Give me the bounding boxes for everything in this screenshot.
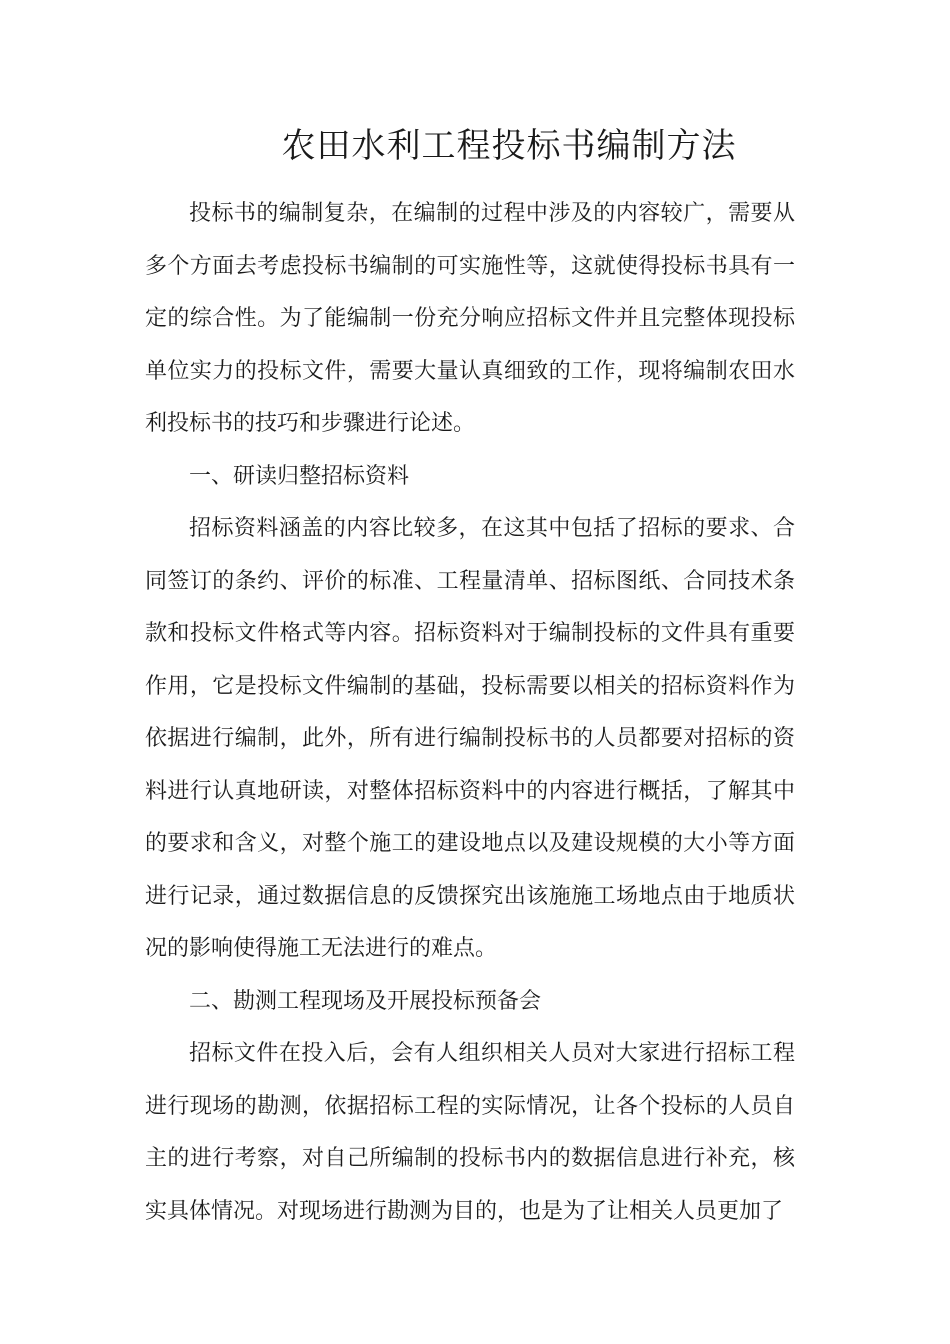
paragraph-intro: 投标书的编制复杂，在编制的过程中涉及的内容较广，需要从多个方面去考虑投标书编制的可实施性等，这就使得投标书具有一定的综合性。为了能编制一份充分响应招标文件并且完整体现投标单位实力的投标文件，需要大量认真细致的工作，现将编制农田水利投标书的技巧和步骤进行论述。 [145, 201, 795, 436]
section-heading-2: 二、勘测工程现场及开展投标预备会 [189, 988, 542, 1014]
document-title: 农田水利工程投标书编制方法 [281, 126, 737, 166]
document-body [145, 188, 795, 1238]
paragraph-section-1: 招标资料涵盖的内容比较多，在这其中包括了招标的要求、合同签订的条约、评价的标准、工程量清单、招标图纸、合同技术条款和投标文件格式等内容。招标资料对于编制投标的文件具有重要作用，它是投标文件编制的基础，投标需要以相关的招标资料作为依据进行编制，此外，所有进行编制投标书的人员都要对招标的资料进行认真地研读，对整体招标资料中的内容进行概括，了解其中的要求和含义，对整个施工的建设地点以及建设规模的大小等方面进行记录，通过数据信息的反馈探究出该施施工场地点由于地质状况的影响使得施工无法进行的难点。 [145, 516, 795, 961]
paragraph-section-2: 招标文件在投入后，会有人组织相关人员对大家进行招标工程进行现场的勘测，依据招标工程的实际情况，让各个投标的人员自主的进行考察，对自己所编制的投标书内的数据信息进行补充，核实具体情况。对现场进行勘测为目的，也是为了让相关人员更加了 [145, 1041, 795, 1224]
section-heading-1: 一、研读归整招标资料 [189, 463, 410, 489]
